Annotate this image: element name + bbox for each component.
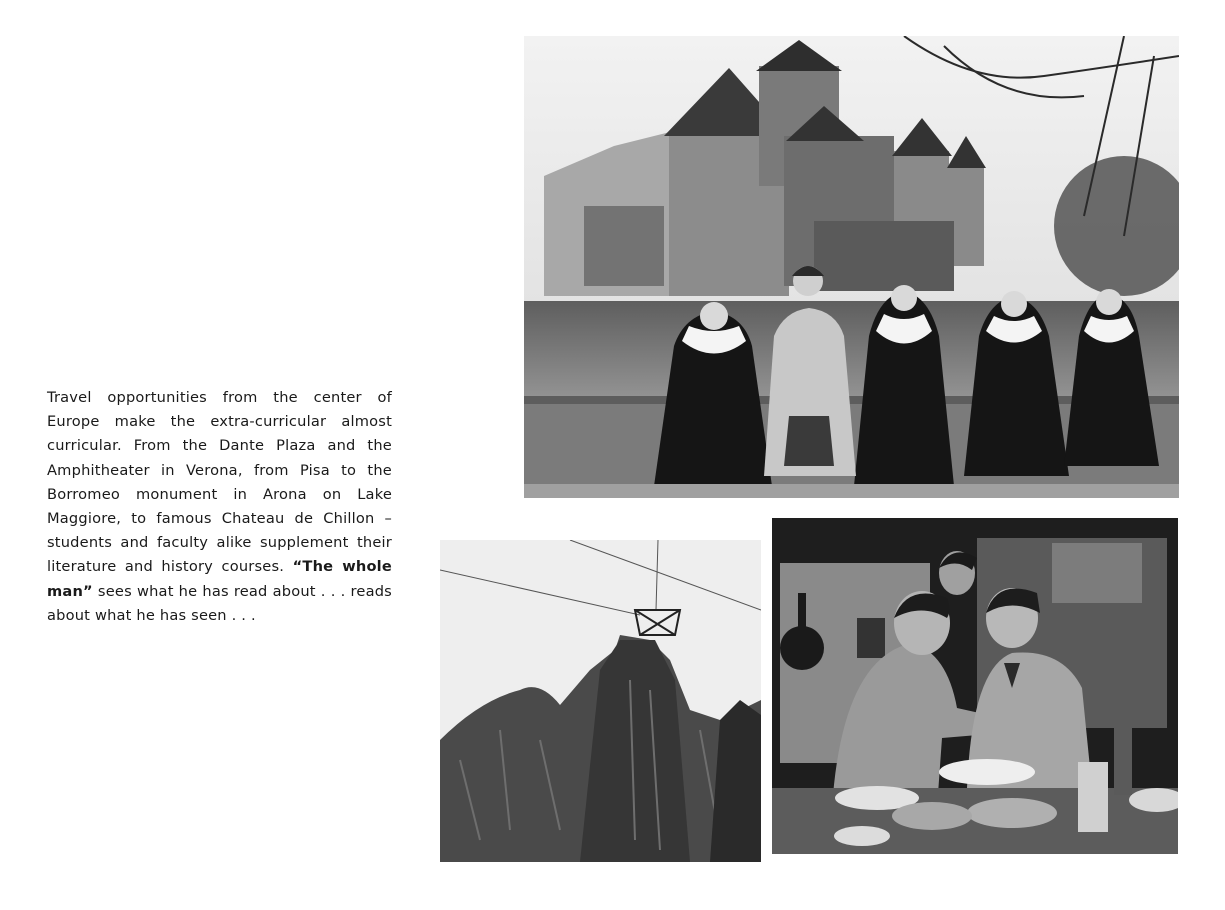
rock-photo xyxy=(440,540,761,862)
rock-photo-image xyxy=(440,540,761,862)
kitchen-photo-image xyxy=(772,518,1178,854)
castle-photo xyxy=(524,36,1179,498)
castle-photo-image xyxy=(524,36,1179,498)
caption-bold: “The whole man” xyxy=(47,558,392,600)
kitchen-photo xyxy=(772,518,1178,854)
caption-text xyxy=(47,386,392,628)
caption-part2: sees what he has read about . . . reads about what he has seen . . . xyxy=(47,582,392,624)
caption-part1: Travel opportunities from the center of Europe make the extra-curricular almost curricular. From the Dante Plaza and the Amphitheater in Verona, from Pisa to the Borromeo monument in Arona on Lake Maggiore, to famous Chateau de Chillon – students and faculty alike supplement their literature and history courses. xyxy=(47,389,392,576)
